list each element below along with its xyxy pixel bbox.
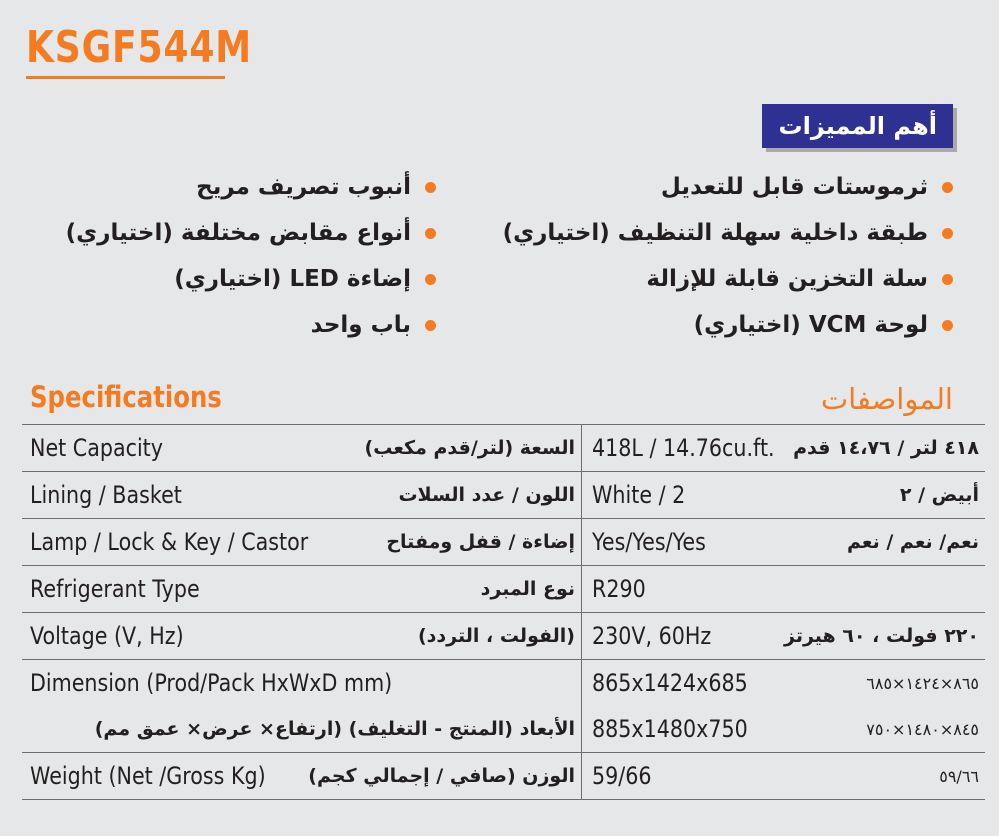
spec-value: 230V, 60Hz [592,622,712,650]
bullet-icon [942,274,953,285]
bullet-icon [425,320,436,331]
spec-label: Net Capacity [30,434,163,462]
spec-value: R290 [592,575,646,603]
spec-label-arabic: نوع المبرد [480,578,575,600]
spec-value-arabic: نعم/ نعم / نعم [847,531,979,553]
spec-label-arabic: السعة (لتر/قدم مكعب) [364,437,575,459]
model-underline [26,76,225,79]
spec-row [22,565,985,612]
features-badge: أهم المميزات [762,104,953,148]
feature-item [66,302,436,348]
spec-label: Weight (Net /Gross Kg) [30,762,266,790]
spec-row [22,471,985,518]
feature-text: باب واحد [310,312,411,338]
feature-item [503,210,953,256]
specifications-title-arabic: المواصفات [820,382,953,416]
spec-value: 885x1480x750 [592,715,748,743]
features-left-column [66,164,436,348]
spec-value-arabic: ٨٦٥×١٤٢٤×٦٨٥ [866,673,979,693]
model-title: KSGF544M [26,22,252,73]
spec-value: 418L / 14.76cu.ft. [592,434,775,462]
feature-text: لوحة VCM (اختياري) [693,312,928,338]
spec-label: Lining / Basket [30,481,182,509]
specifications-title: Specifications [30,380,222,414]
feature-item [66,164,436,210]
spec-label: Voltage (V, Hz) [30,622,184,650]
spec-value-arabic: ٥٩/٦٦ [939,766,979,786]
spec-label: Dimension (Prod/Pack HxWxD mm) [30,669,393,697]
spec-value: 59/66 [592,762,652,790]
bullet-icon [425,228,436,239]
bullet-icon [942,320,953,331]
feature-text: طبقة داخلية سهلة التنظيف (اختياري) [502,220,928,246]
bullet-icon [425,182,436,193]
feature-text: ثرموستات قابل للتعديل [660,174,928,200]
feature-item [503,256,953,302]
spec-row [22,752,985,800]
spec-row [22,659,985,706]
spec-value-arabic: ٨٤٥×١٤٨٠×٧٥٠ [866,719,979,739]
spec-label: Lamp / Lock & Key / Castor [30,528,309,556]
spec-value-arabic: ٢٢٠ فولت ، ٦٠ هيرتز [784,625,979,647]
spec-row [22,612,985,659]
feature-text: إضاءة LED (اختياري) [174,266,411,292]
spec-row [22,518,985,565]
features-right-column [503,164,953,348]
spec-value-arabic: ٤١٨ لتر / ١٤،٧٦ قدم [793,437,979,459]
spec-value: White / 2 [592,481,686,509]
bullet-icon [942,228,953,239]
spec-value: Yes/Yes/Yes [592,528,706,556]
feature-item [503,302,953,348]
bullet-icon [942,182,953,193]
spec-label-arabic: إضاءة / قفل ومفتاح [386,531,575,553]
specifications-table [22,424,985,800]
spec-row [22,706,985,752]
feature-text: أنبوب تصريف مريح [196,174,411,200]
spec-label-arabic: الوزن (صافي / إجمالي كجم) [308,765,575,787]
feature-text: أنواع مقابض مختلفة (اختياري) [65,220,411,246]
spec-label: Refrigerant Type [30,575,200,603]
spec-row [22,424,985,471]
spec-value-arabic: أبيض / ٢ [899,484,979,506]
feature-item [66,256,436,302]
spec-label-arabic: (الفولت ، التردد) [417,625,575,647]
bullet-icon [425,274,436,285]
spec-label-arabic: اللون / عدد السلات [398,484,575,506]
feature-item [66,210,436,256]
feature-text: سلة التخزين قابلة للإزالة [646,266,928,292]
spec-value: 865x1424x685 [592,669,748,697]
feature-item [503,164,953,210]
spec-label-arabic: الأبعاد (المنتج - التغليف) (ارتفاع× عرض× عمق مم) [94,718,575,740]
